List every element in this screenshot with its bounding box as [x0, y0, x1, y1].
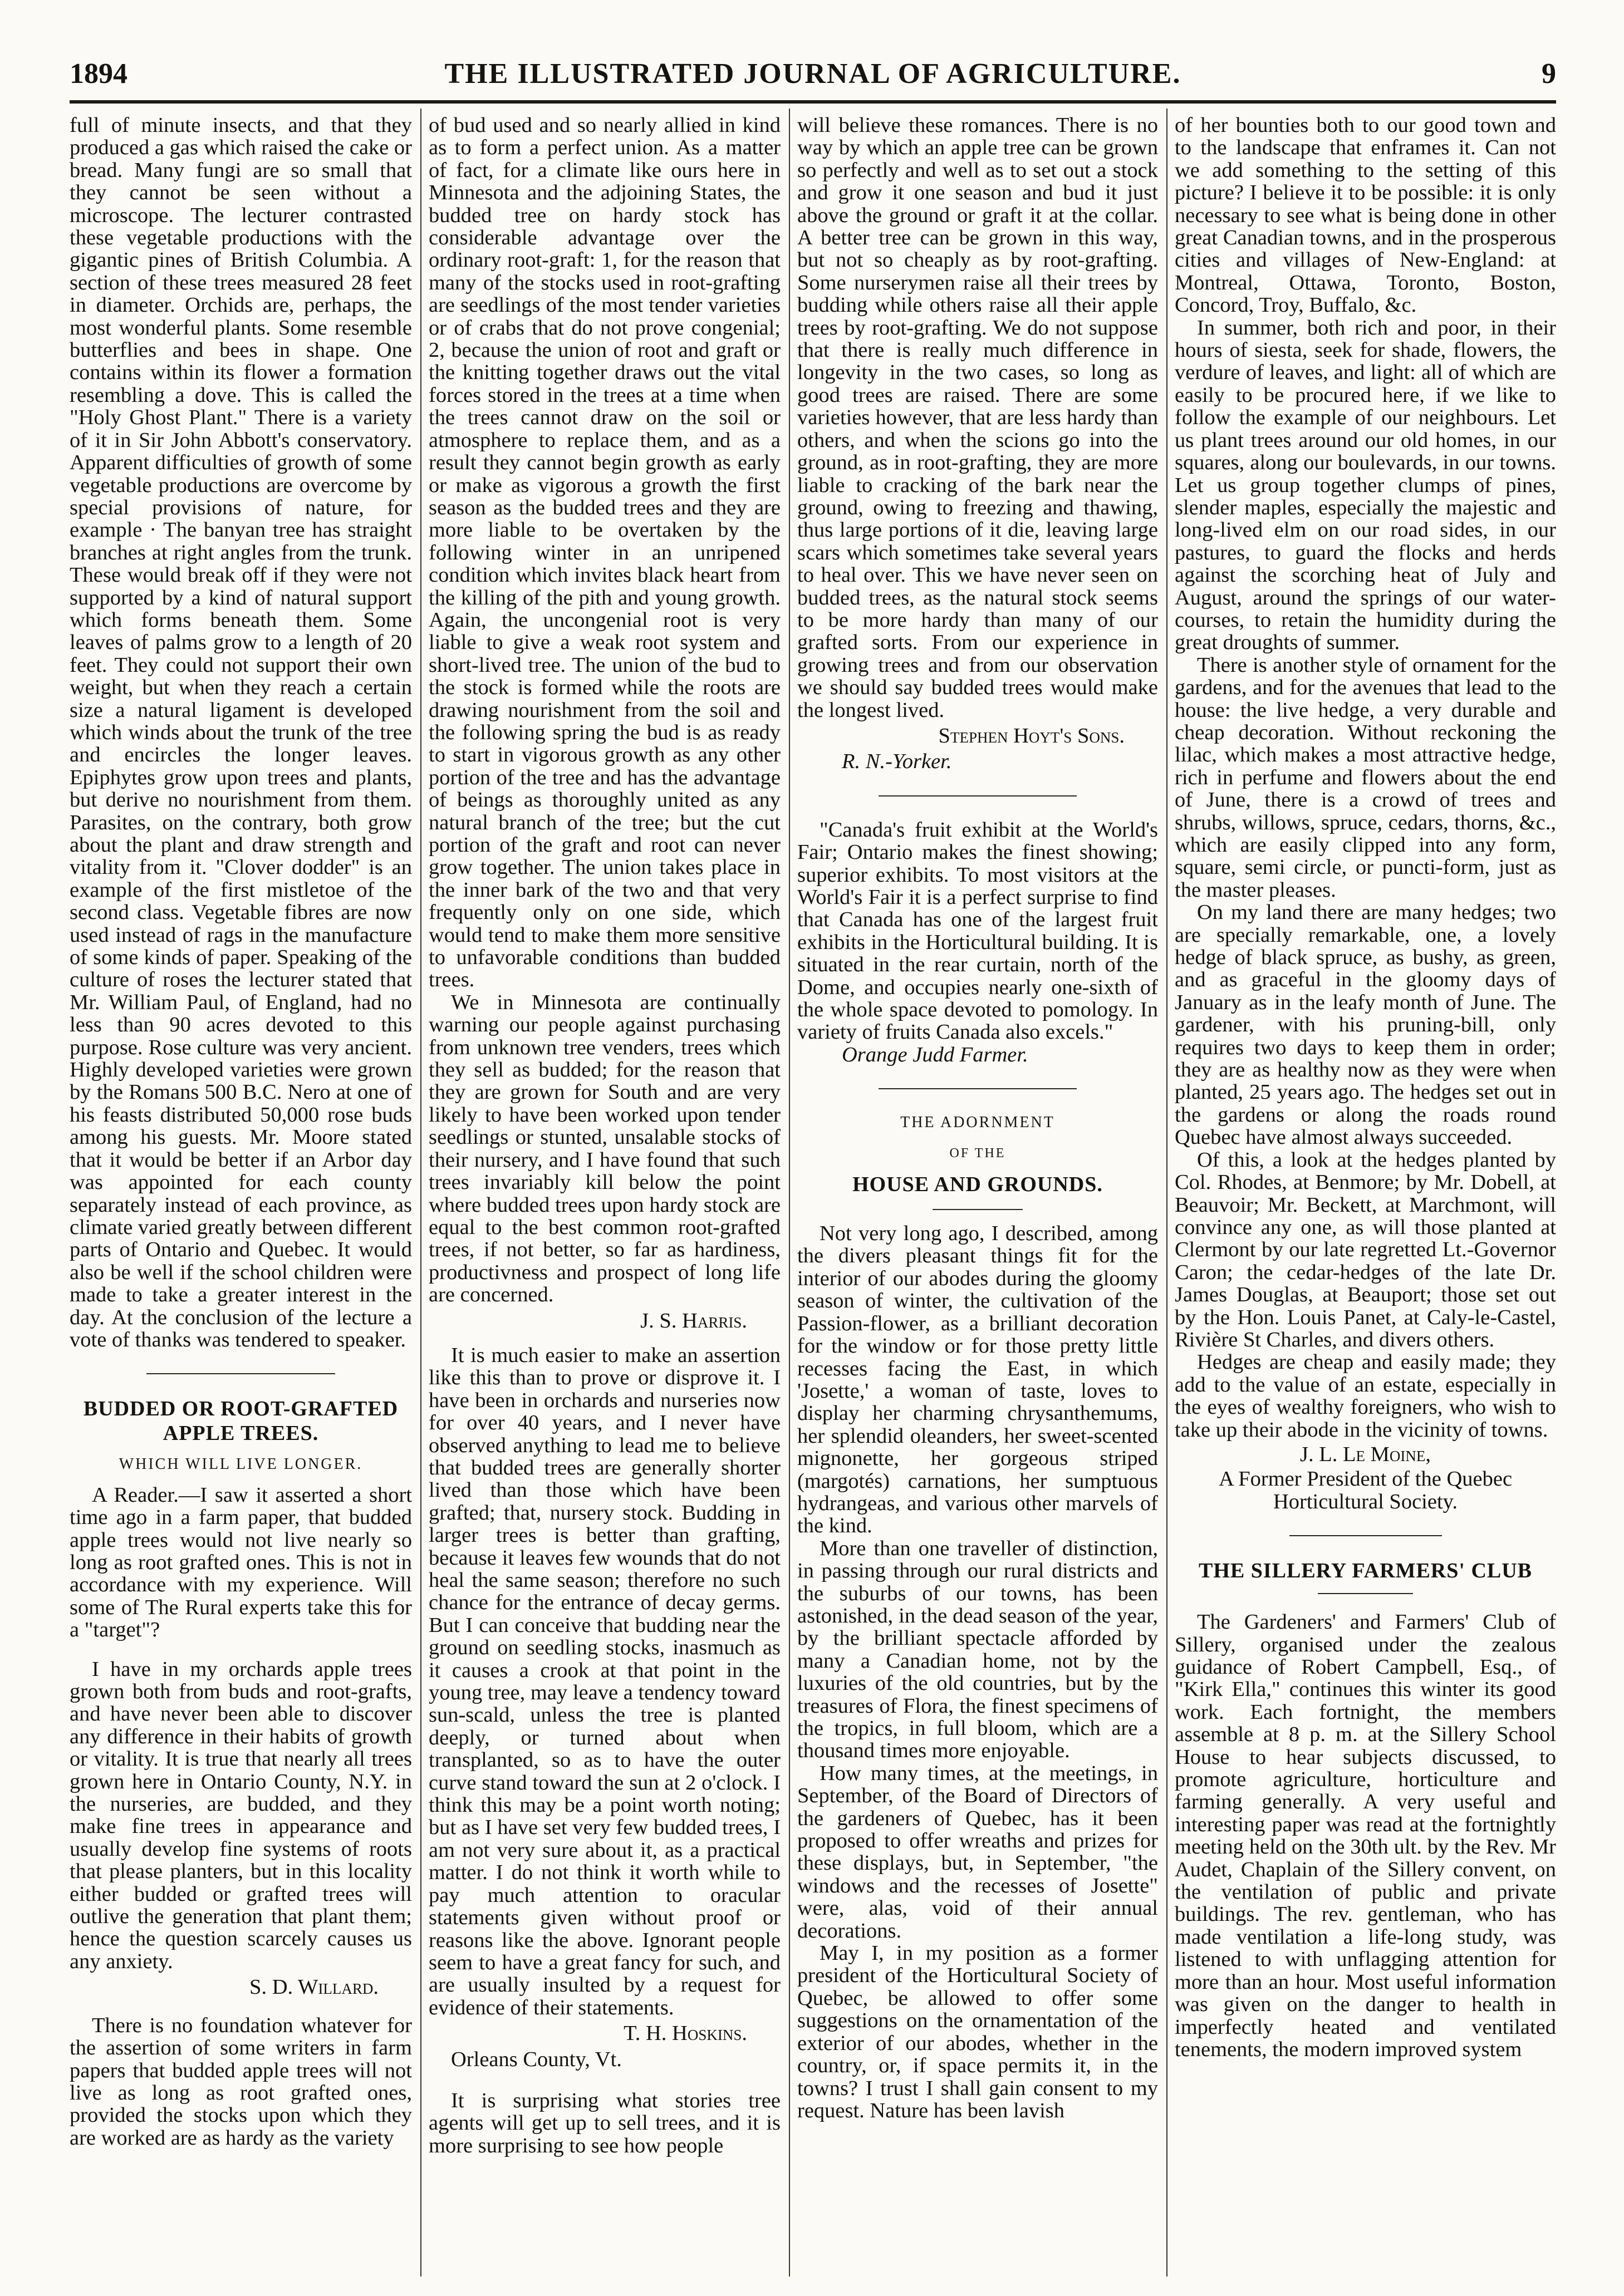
page-number: 9 — [1542, 58, 1556, 90]
section-divider — [879, 1088, 1077, 1089]
paragraph: We in Minnesota are continually warning our people against purchasing from unknown tree venders, trees which they sell as budded; for the reason that they are grown for South and are very likely to have been worked upon tender seedlings or stunted, unsalable stocks of their nursery, and I have found that such trees invariably kill below the point where budded trees upon hardy stock are equal to the best common root-grafted trees, if not better, so far as hardiness, productivness and prospect of long life are concerned. — [429, 990, 781, 1307]
section-divider — [146, 1373, 335, 1374]
masthead — [70, 53, 1556, 97]
paragraph: I have in my orchards apple trees grown both from buds and root-grafts, and have never been able to discover any difference in their habits of growth or vitality. It is true that nearly all trees grown here in Ontario County, N.Y. in the nurseries, are budded, and they make fine trees in appearance and usually develop fine systems of roots that please planters, but in this locality either budded or grafted trees will outlive the generation that plant them; hence the question scarcely causes us any anxiety. — [70, 1657, 412, 1973]
column-3 — [797, 114, 1158, 2274]
paragraph: A Reader.—I saw it asserted a short time ago in a farm paper, that budded apple trees would not live nearly so long as root grafted ones. This is not in accordance with my experience. Will some of The Rural experts take this for a "target"? — [70, 1483, 412, 1642]
paragraph: In summer, both rich and poor, in their hours of siesta, seek for shade, flowers, the verdure of leaves, and light: all of which are easily to be procured here, if we like to follow the example of our neighbours. Let us plant trees around our old homes, in our squares, along our boulevards, in our towns. Let us group together clumps of pines, slender maples, especially the majestic and long-lived elm on our road sides, in our pastures, to guard the flocks and herds against the scorching heat of July and August, around the springs of our water-courses, to retain the humidity during the great droughts of summer. — [1175, 316, 1556, 655]
source-credit: Orange Judd Farmer. — [842, 1043, 1028, 1066]
paragraph: More than one traveller of distinction, in passing through our rural districts and the suburbs of our towns, has been astonished, in the dead season of the year, by the brilliant spectacle afforded by many a Canadian home, not by the luxuries of the old countries, but by the treasures of Flora, the finest specimens of the tropics, in full bloom, which are a thousand times more enjoyable. — [797, 1536, 1158, 1763]
signature: J. L. Le Moine, — [1300, 1442, 1431, 1466]
paragraph: There is no foundation whatever for the assertion of some writers in farm papers that budded apple trees will not live as long as root grafted ones, provided the stocks upon which they are worked are as hardy as the variety — [70, 2013, 412, 2150]
column-2 — [429, 114, 781, 2274]
paragraph: of her bounties both to our good town and to the landscape that enframes it. Can not we add something to the setting of this picture? I believe it to be possible: it is only necessary to see what is being done in other great Canadian towns, and in the prosperous cities and villages of New-England: at Montreal, Ottawa, Toronto, Boston, Concord, Troy, Buffalo, &c. — [1175, 114, 1556, 317]
column-1 — [70, 114, 412, 2274]
paragraph: May I, in my position as a former president of the Horticultural Society of Quebec, be allowed to offer some suggestions on the ornamentation of the exterior of our abodes, whether in the country, or, if space permits it, in the towns? I trust I shall gain consent to my request. Nature has been lavish — [797, 1941, 1158, 2122]
article-headline: BUDDED OR ROOT-GRAFTED APPLE TREES. — [83, 1397, 399, 1446]
paragraph: of bud used and so nearly allied in kind as to form a perfect union. As a matter of fact, for a climate like ours here in Minnesota and the adjoining States, the budded tree on hardy stock has considerable advantage over the ordinary root-graft: 1, for the reason that many of the stocks used in root-grafting are seedlings of the most tender varieties or of crabs that do not prove congenial; 2, because the union of root and graft or the knitting together draws out the vital forces stored in the trees at a time when the trees cannot draw on the soil or atmosphere to replace them, and as a result they cannot begin growth as early or make as vigorous a growth the first season as the budded trees and they are more liable to be overtaken by the following winter in an unripened condition which invites black heart from the killing of the pith and young growth. Again, the uncongenial root is very liable to give a weak root system and short-lived tree. The union of the bud to the stock is formed while the roots are drawing nourishment from the soil and the following spring the bud is as ready to start in vigorous growth as any other portion of the tree and has the advantage of beings as thoroughly united as any natural branch of the tree; but the cut portion of the graft and root can never grow together. The union takes place in the inner bark of the two and that very frequently only on one side, which would tend to make them more sensitive to unfavorable conditions than budded trees. — [429, 114, 781, 992]
article-headline-line3: HOUSE AND GROUNDS. — [852, 1173, 1103, 1197]
signature: T. H. Hoskins. — [624, 2022, 747, 2046]
article-headline-line1: THE ADORNMENT — [900, 1114, 1055, 1132]
article-subheadline: WHICH WILL LIVE LONGER. — [119, 1456, 363, 1473]
paragraph: There is another style of ornament for the gardens, and for the avenues that lead to the house: the live hedge, a very durable and cheap decoration. Without reckoning the lilac, which makes a most attractive hedge, rich in perfume and flowers about the end of June, there is a crowd of trees and shrubs, willows, spruce, cedars, thorns, &c., which are easily clipped into any form, square, semi circle, or puncti-form, just as the master pleases. — [1175, 653, 1556, 902]
paragraph: It is much easier to make an assertion like this than to prove or disprove it. I have been in orchards and nurseries now for over 40 years, and I never have observed anything to lead me to believe that budded trees are generally shorter lived than those which have been grafted; that, nursery stock. Budding in larger trees is better than grafting, because it leaves few wounds that do not heal the same season; therefore no such chance for the entrance of decay germs. But I can conceive that budding near the ground on seedling stocks, inasmuch as it causes a crook at that point in the young tree, may leave a tendency toward sun-scald, unless the tree is planted deeply, or turned about when transplanted, so as to have the outer curve stand toward the sun at 2 o'clock. I think this may be a point worth noting; but as I have set very few budded trees, I am not very sure about it, as a practical matter. I do not think it worth while to pay much attention to oracular statements given without proof or reasons like the above. Ignorant people seem to have a great fancy for such, and are usually insulted by a request for evidence of their statements. — [429, 1343, 781, 2019]
column-rule — [789, 109, 790, 2277]
column-rule — [1166, 109, 1167, 2277]
section-divider — [1318, 1593, 1413, 1594]
paragraph: will believe these romances. There is no way by which an apple tree can be grown so perfectly and well as to set out a stock and grow it one season and bud it just above the ground or graft it at the collar. A better tree can be grown in this way, but not so cheaply as by root-grafting. Some nurserymen raise all their trees by budding while others raise all their apple trees by root-grafting. We do not suppose that there is really much difference in longevity in the two cases, so long as good trees are raised. There are some varieties however, that are less hardy than others, and when the scions go into the ground, as in root-grafting, they are more liable to cracking of the bark near the ground, owing to freezing and thawing, thus large portions of it die, leaving large scars which sometimes take several years to heal over. This we have never seen on budded trees, as the natural stock seems to be more hardy than many of our grafted sorts. From our experience in growing trees and from our observation we should say budded trees would make the longest lived. — [797, 114, 1158, 722]
paragraph: Of this, a look at the hedges planted by Col. Rhodes, at Benmore; by Mr. Dobell, at Beauvoir; Mr. Beckett, at Marchmont, will convince any one, as will those planted at Clermont by our late regretted Lt.-Governor Caron; the cedar-hedges of the late Dr. James Douglas, at Beauport; those set out by the Hon. Louis Panet, at Caly-le-Castel, Rivière St Charles, and divers others. — [1175, 1148, 1556, 1351]
signature: S. D. Willard. — [249, 1975, 379, 1999]
source-credit: R. N.-Yorker. — [842, 750, 952, 774]
paragraph: "Canada's fruit exhibit at the World's Fair; Ontario makes the finest showing; superior exhibits. To most visitors at the World's Fair it is a perfect surprise to find that Canada has one of the largest fruit exhibits in the Horticultural building. It is situated in the rear curtain, north of the Dome, and occupies nearly one-sixth of the whole space devoted to pomology. In variety of fruits Canada also excels." — [797, 818, 1158, 1044]
paragraph: It is surprising what stories tree agents will get up to sell trees, and it is more surprising to see how people — [429, 2088, 781, 2157]
column-4 — [1175, 114, 1556, 2274]
masthead-year: 1894 — [70, 58, 127, 90]
section-divider — [933, 1209, 1023, 1210]
article-headline-line2: OF THE — [949, 1145, 1006, 1161]
section-divider — [1289, 1535, 1442, 1536]
paragraph: On my land there are many hedges; two are specially remarkable, one, a lovely hedge of black spruce, as bushy, as green, and as graceful in the gloomy days of January as in the leafy month of June. The gardener, with his pruning-bill, only requires two days to keep them in order; they are as healthy now as they were when planted, 25 years ago. The hedges set out in the gardens or along the roads round Quebec have almost always succeeded. — [1175, 901, 1556, 1149]
section-divider — [879, 795, 1077, 797]
paragraph: How many times, at the meetings, in September, of the Board of Directors of the gardeners of Quebec, has it been proposed to offer wreaths and prizes for these displays, but, in September, "the windows and the recesses of Josette" were, alas, void of their annual decorations. — [797, 1761, 1158, 1943]
signature-title: A Former President of the Quebec Horticultural Society. — [1218, 1467, 1513, 1513]
signature: J. S. Harris. — [640, 1309, 747, 1333]
paragraph: The Gardeners' and Farmers' Club of Sillery, organised under the zealous guidance of Robert Campbell, Esq., of "Kirk Ella," continues this winter its good work. Each fortnight, the members assemble at 8 p. m. at the Sillery School House to hear subjects discussed, to promote agriculture, horticulture and farming generally. A very useful and interesting paper was read at the fortnightly meeting held on the 30th ult. by the Rev. Mr Audet, Chaplain of the Sillery convent, on the ventilation of public and private buildings. The rev. gentleman, who has made ventilation a life-long study, was listened to with unflagging attention for more than an hour. Most useful information was given on the danger to health in imperfectly heated and ventilated tenements, the modern improved system — [1175, 1610, 1556, 2061]
paragraph: Hedges are cheap and easily made; they add to the value of an estate, especially in the eyes of wealthy foreigners, who wish to take up their abode in the vicinity of towns. — [1175, 1350, 1556, 1442]
paragraph: full of minute insects, and that they produced a gas which raised the cake or bread. Many fungi are so small that they cannot be seen without a microscope. The lecturer contrasted these vegetable productions with the gigantic pines of British Columbia. A section of these trees measured 28 feet in diameter. Orchids are, perhaps, the most wonderful plants. Some resemble butterflies and bees in shape. One contains within its flower a formation resembling a dove. This is called the "Holy Ghost Plant." There is a variety of it in Sir John Abbott's conservatory. Apparent difficulties of growth of some vegetable productions are overcome by special provisions of nature, for example · The banyan tree has straight branches at right angles from the trunk. These would break off if they were not supported by a kind of natural support which forms beneath them. Some leaves of palms grow to a length of 20 feet. They could not support their own weight, but when they reach a certain size a natural ligament is developed which winds about the trunk of the tree and encircles the longer leaves. Epiphytes grow upon trees and plants, but derive no nourishment from them. Parasites, on the contrary, both grow about the plant and draw strength and vitality from it. "Clover dodder" is an example of the first mistletoe of the second class. Vegetable fibres are now used instead of rags in the manufacture of some kinds of paper. Speaking of the culture of roses the lecturer stated that Mr. William Paul, of England, had no less than 90 acres devoted to this purpose. Rose culture was very ancient. Highly developed varieties were grown by the Romans 500 B.C. Nero at one of his feasts distributed 50,000 rose buds among his guests. Mr. Moore stated that it would be better if an Arbor day was appointed for each county separately instead of each province, as climate varied greatly between different parts of Ontario and Quebec. It would also be well if the school children were made to take a greater interest in the day. At the conclusion of the lecture a vote of thanks was tendered to speaker. — [70, 114, 412, 1351]
column-rule — [420, 109, 421, 2277]
article-headline: THE SILLERY FARMERS' CLUB — [1198, 1559, 1533, 1583]
paragraph: Not very long ago, I described, among the divers pleasant things fit for the interior of our abodes during the gloomy season of winter, the cultivation of the Passion-flower, as a brilliant decoration for the window or for those pretty little recesses facing the East, in which 'Josette,' a woman of taste, loves to display her charming chrysanthemums, her splendid oleanders, her sweet-scented mignonette, her gorgeous striped (margotés) carnations, her sumptuous hydrangeas, and various other marvels of the kind. — [797, 1222, 1158, 1538]
dateline: Orleans County, Vt. — [451, 2047, 622, 2071]
masthead-title: THE ILLUSTRATED JOURNAL OF AGRICULTURE. — [444, 58, 1181, 90]
masthead-rule — [70, 100, 1556, 104]
signature: Stephen Hoyt's Sons. — [938, 724, 1125, 748]
